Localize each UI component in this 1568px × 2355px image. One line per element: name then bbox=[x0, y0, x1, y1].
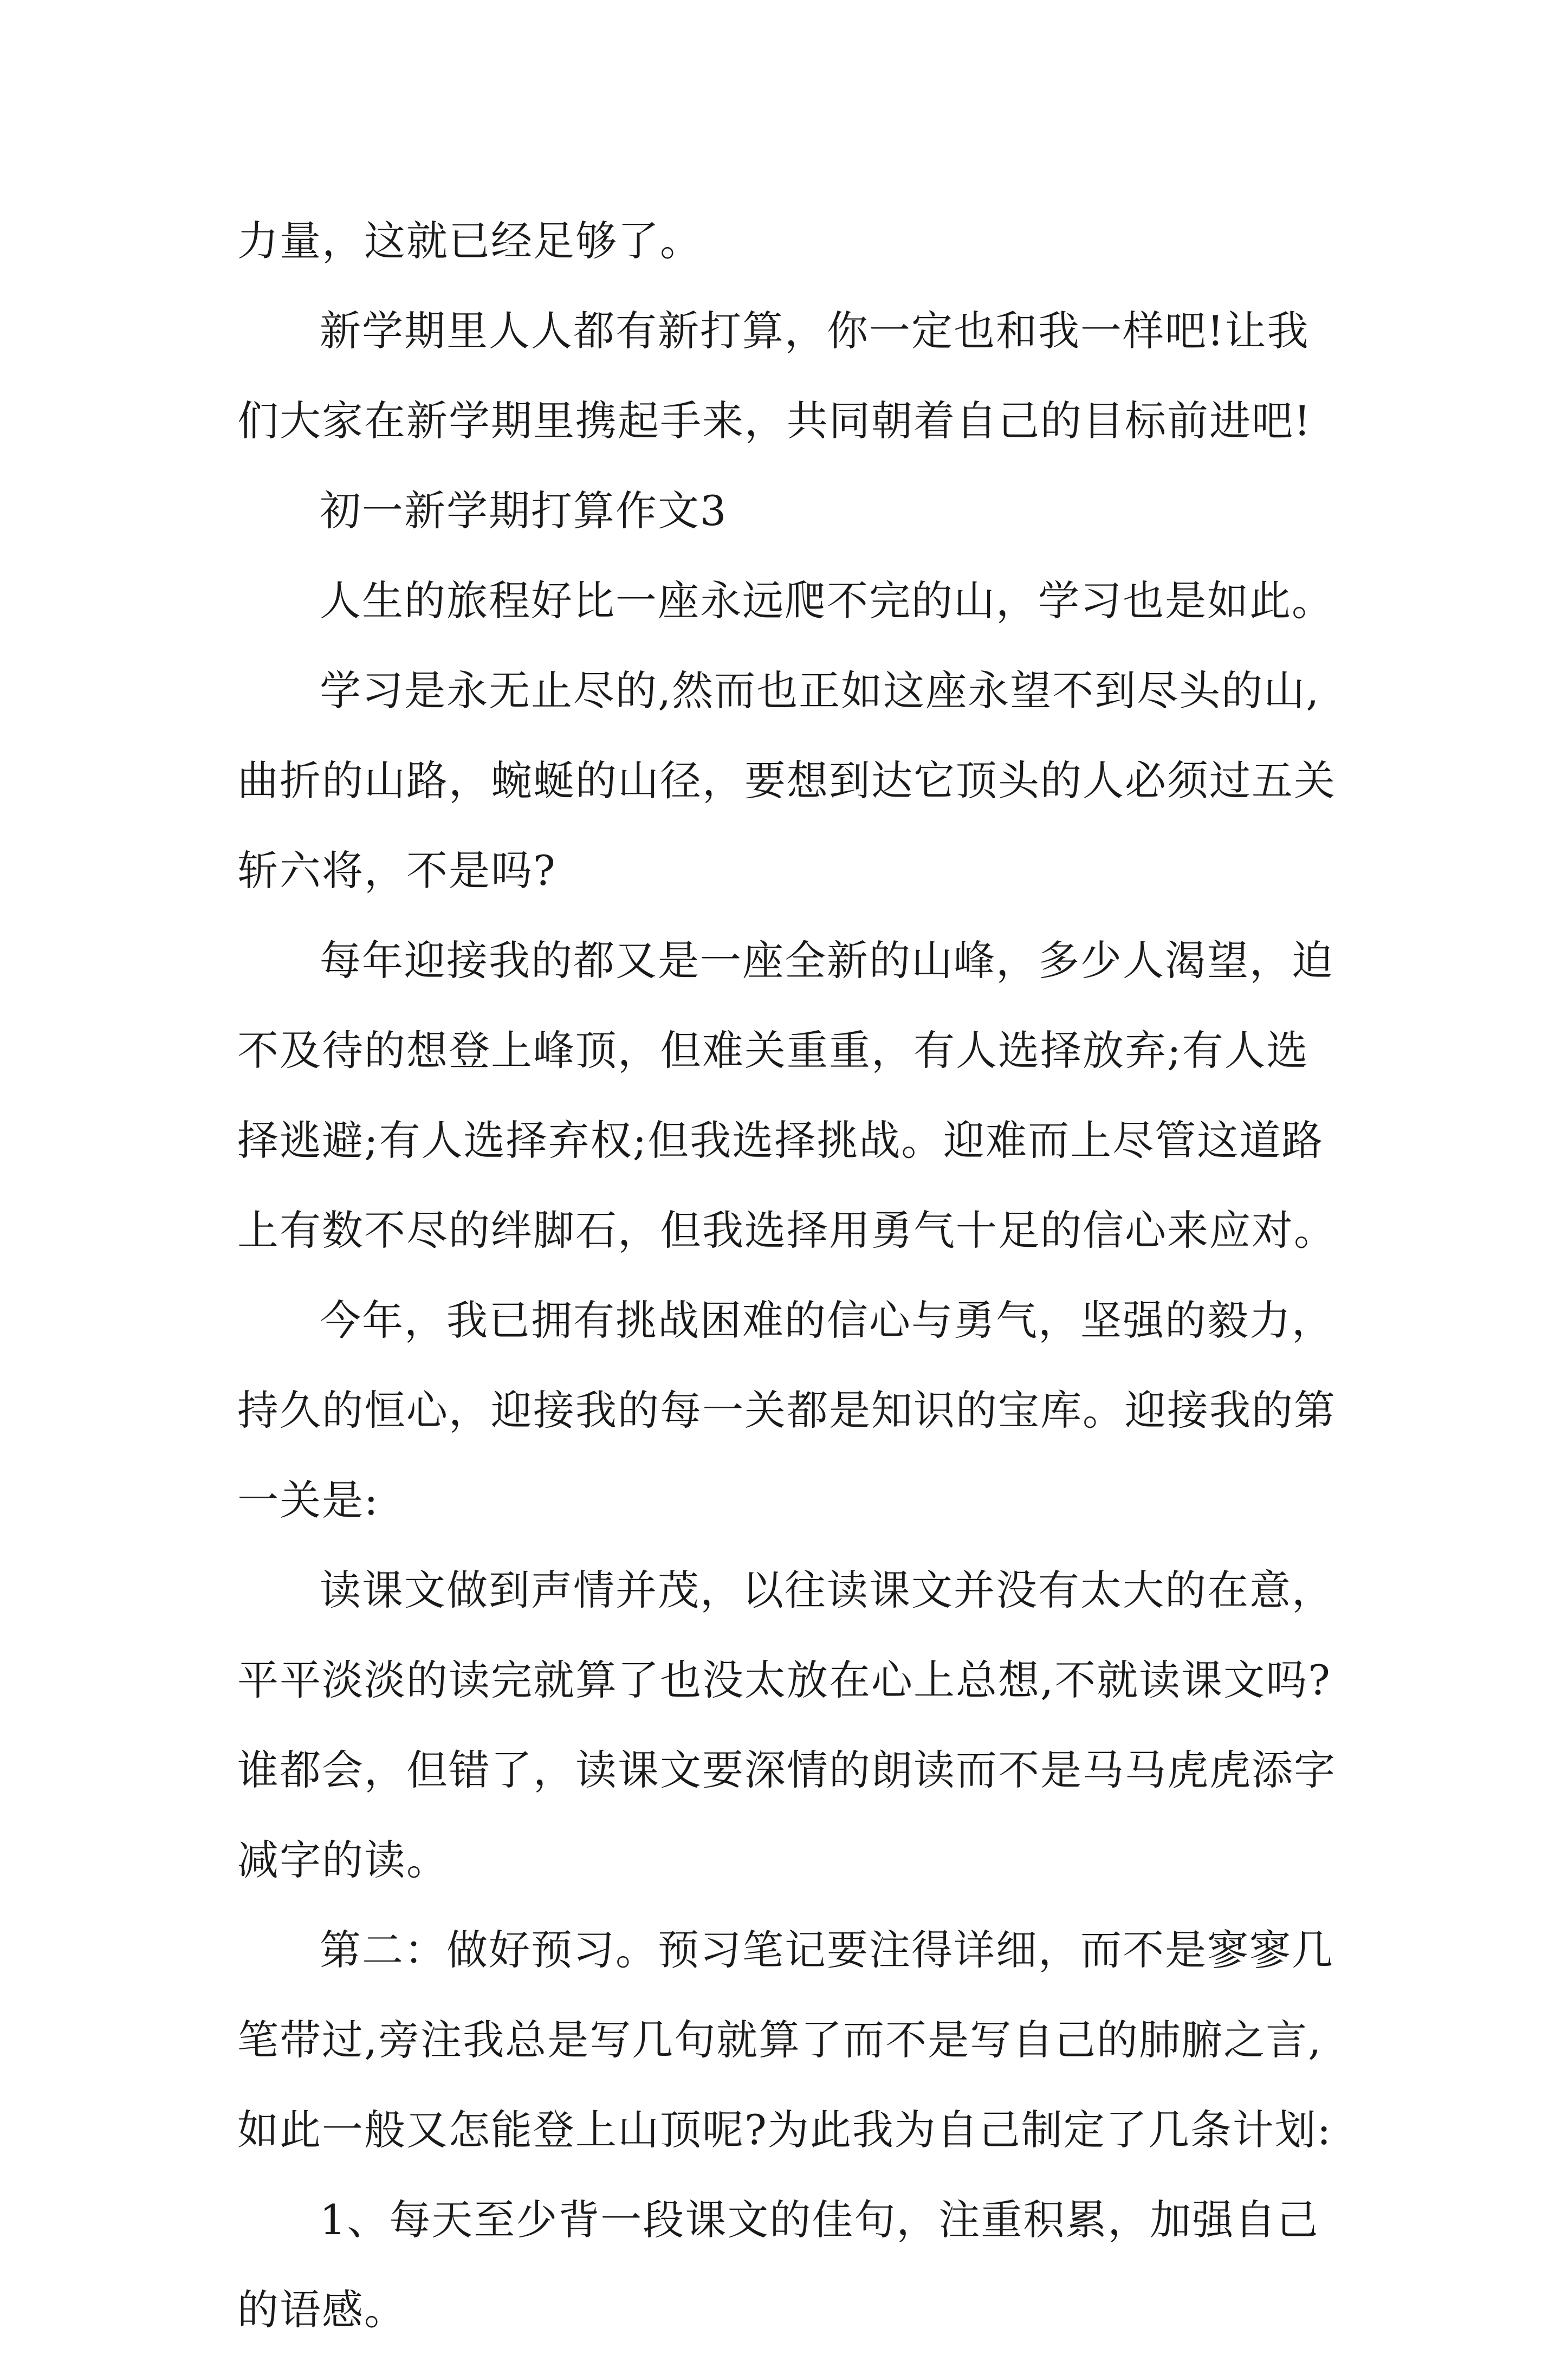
text-line: 今年，我已拥有挑战困难的信心与勇气，坚强的毅力， bbox=[320, 1296, 1334, 1344]
text-line: 人生的旅程好比一座永远爬不完的山，学习也是如此。 bbox=[320, 577, 1334, 625]
text-line: 新学期里人人都有新打算，你一定也和我一样吧!让我 bbox=[320, 307, 1310, 355]
text-line: 减字的读。 bbox=[237, 1836, 449, 1884]
text-line: 读课文做到声情并茂，以往读课文并没有太大的在意， bbox=[320, 1566, 1334, 1614]
text-line: 的语感。 bbox=[237, 2286, 406, 2334]
text-line: 笔带过,旁注我总是写几句就算了而不是写自己的肺腑之言, bbox=[237, 2016, 1323, 2064]
text-line: 持久的恒心，迎接我的每一关都是知识的宝库。迎接我的第 bbox=[237, 1386, 1336, 1434]
text-line: 如此一般又怎能登上山顶呢?为此我为自己制定了几条计划: bbox=[237, 2106, 1332, 2154]
text-line: 择逃避;有人选择弃权;但我选择挑战。迎难而上尽管这道路 bbox=[237, 1116, 1324, 1164]
text-line: 上有数不尽的绊脚石，但我选择用勇气十足的信心来应对。 bbox=[237, 1206, 1336, 1254]
text-line: 平平淡淡的读完就算了也没太放在心上总想,不就读课文吗? bbox=[237, 1656, 1331, 1704]
text-line: 曲折的山路，蜿蜒的山径，要想到达它顶头的人必须过五关 bbox=[237, 756, 1336, 805]
text-line: 们大家在新学期里携起手来，共同朝着自己的目标前进吧! bbox=[237, 397, 1312, 445]
text-line: 初一新学期打算作文3 bbox=[320, 487, 728, 535]
text-line: 一关是: bbox=[237, 1476, 379, 1524]
text-line: 每年迎接我的都又是一座全新的山峰，多少人渴望，迫 bbox=[320, 936, 1334, 985]
text-line: 谁都会，但错了，读课文要深情的朗读而不是马马虎虎添字 bbox=[237, 1746, 1336, 1794]
text-line: 不及待的想登上峰顶，但难关重重，有人选择放弃;有人选 bbox=[237, 1026, 1309, 1075]
text-line: 力量，这就已经足够了。 bbox=[237, 217, 702, 265]
text-line: 第二：做好预习。预习笔记要注得详细，而不是寥寥几 bbox=[320, 1926, 1334, 1974]
text-line: 斩六将，不是吗? bbox=[237, 846, 556, 895]
essay-text bbox=[237, 196, 1343, 2355]
text-line: 1、每天至少背一段课文的佳句，注重积累，加强自己 bbox=[320, 2196, 1319, 2244]
text-line: 学习是永无止尽的,然而也正如这座永望不到尽头的山, bbox=[320, 667, 1320, 715]
